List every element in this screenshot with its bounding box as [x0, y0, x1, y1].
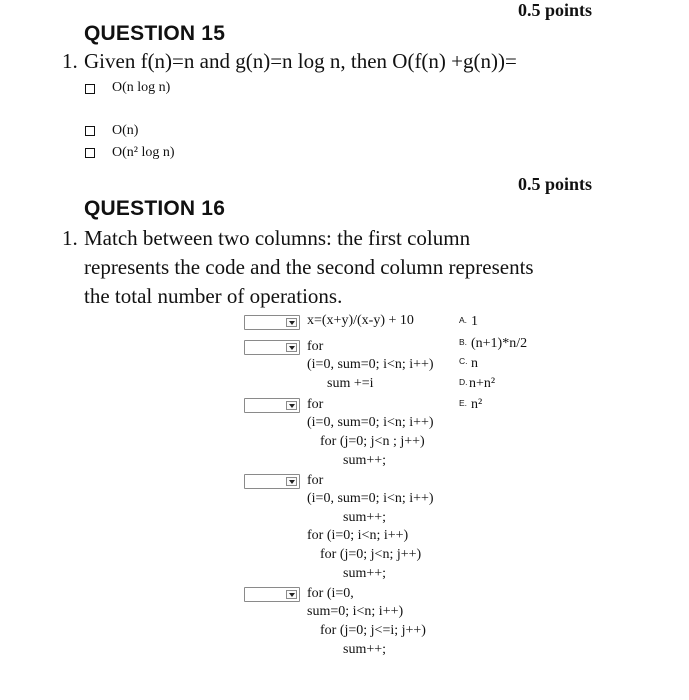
answer-letter-c: C.: [459, 356, 468, 366]
q15-points: 0.5 points: [518, 0, 593, 20]
chevron-down-icon[interactable]: [286, 343, 297, 352]
answer-letter-a: A.: [459, 315, 468, 325]
answer-text-e: n²: [471, 397, 483, 412]
match-select-3[interactable]: [244, 398, 300, 413]
chevron-down-icon[interactable]: [286, 401, 297, 410]
code-item-1-line-1: x=(x+y)/(x-y) + 10: [307, 313, 414, 328]
option-checkbox[interactable]: [85, 126, 95, 136]
answer-text-b: (n+1)*n/2: [471, 336, 528, 351]
code-item-4-line-5: for (j=0; j<n; j++): [320, 547, 422, 562]
code-item-3-line-2: (i=0, sum=0; i<n; i++): [307, 415, 434, 430]
q15-option-1[interactable]: O(n log n): [112, 80, 171, 95]
code-item-2-line-1: for: [307, 339, 324, 354]
option-checkbox[interactable]: [85, 148, 95, 158]
code-item-4-line-3: sum++;: [343, 510, 387, 525]
q15-number: 1.: [62, 49, 78, 73]
answer-text-c: n: [471, 356, 478, 371]
answer-letter-d: D.: [459, 377, 468, 387]
q16-title: QUESTION 16: [84, 197, 226, 220]
code-item-3-line-4: sum++;: [343, 453, 387, 468]
code-item-2-line-2: (i=0, sum=0; i<n; i++): [307, 357, 434, 372]
code-item-3-line-3: for (j=0; j<n ; j++): [320, 434, 425, 449]
q16-number: 1.: [62, 226, 78, 250]
q16-prompt-line-1: Match between two columns: the first column: [84, 226, 471, 250]
code-item-5-line-4: sum++;: [343, 642, 387, 657]
q15-option-2[interactable]: O(n): [112, 123, 139, 138]
match-select-4[interactable]: [244, 474, 300, 489]
code-item-5-line-2: sum=0; i<n; i++): [307, 604, 404, 619]
answer-text-d: n+n²: [469, 376, 496, 391]
code-item-5-line-1: for (i=0,: [307, 586, 354, 601]
answer-letter-b: B.: [459, 337, 468, 347]
chevron-down-icon[interactable]: [286, 477, 297, 486]
chevron-down-icon[interactable]: [286, 318, 297, 327]
match-select-5[interactable]: [244, 587, 300, 602]
code-item-5-line-3: for (j=0; j<=i; j++): [320, 623, 426, 638]
code-item-4-line-1: for: [307, 473, 324, 488]
option-checkbox[interactable]: [85, 84, 95, 94]
q15-option-3[interactable]: O(n² log n): [112, 145, 175, 160]
chevron-down-icon[interactable]: [286, 590, 297, 599]
code-item-3-line-1: for: [307, 397, 324, 412]
code-item-4-line-6: sum++;: [343, 566, 387, 581]
q15-title: QUESTION 15: [84, 22, 226, 45]
q16-prompt-line-2: represents the code and the second column represents: [84, 255, 534, 279]
q15-prompt: Given f(n)=n and g(n)=n log n, then O(f(n) +g(n))=: [84, 49, 517, 73]
code-item-4-line-4: for (i=0; i<n; i++): [307, 528, 409, 543]
match-select-2[interactable]: [244, 340, 300, 355]
code-item-4-line-2: (i=0, sum=0; i<n; i++): [307, 491, 434, 506]
answer-letter-e: E.: [459, 398, 468, 408]
q16-points: 0.5 points: [518, 174, 593, 194]
code-item-2-line-3: sum +=i: [327, 376, 374, 391]
answer-text-a: 1: [471, 314, 478, 329]
q16-prompt-line-3: the total number of operations.: [84, 284, 343, 308]
match-select-1[interactable]: [244, 315, 300, 330]
